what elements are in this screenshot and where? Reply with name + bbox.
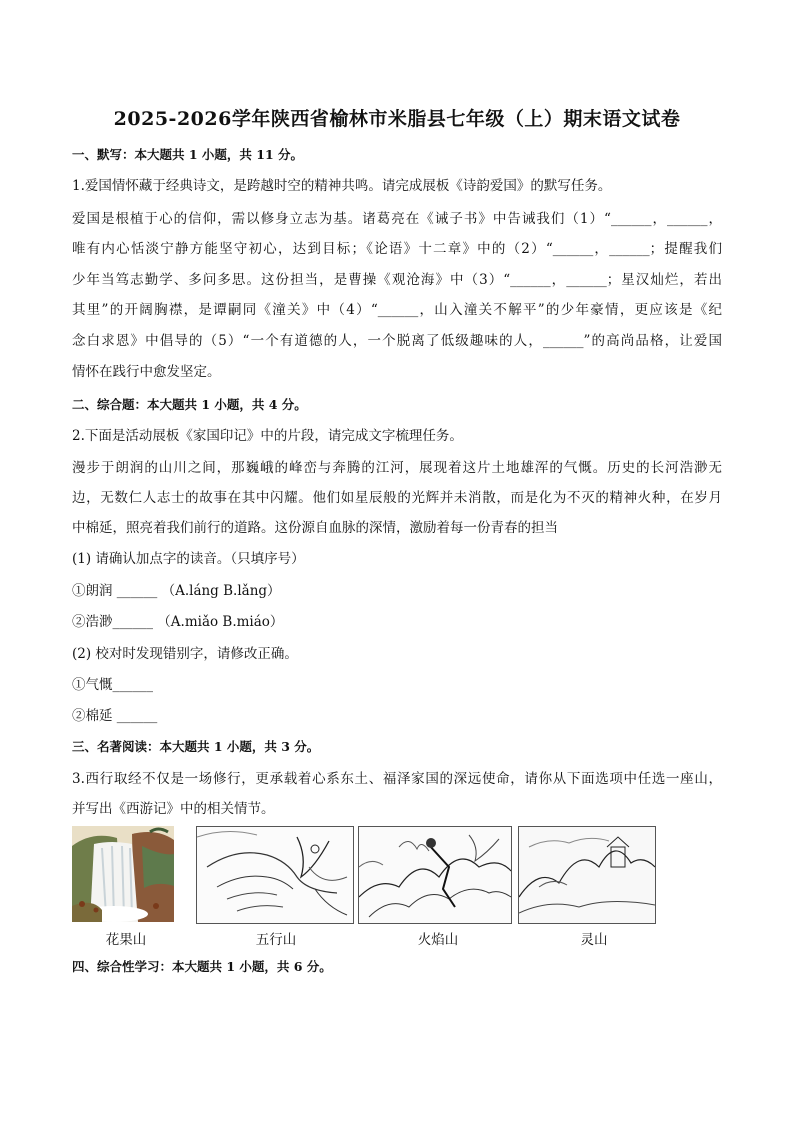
question-1-line-3: 少年当笃志勤学、多问多思。这份担当，是曹操《观沧海》中（3）“______，______；星汉灿烂，若出 <box>72 272 722 288</box>
flaming-mountain-image <box>358 826 512 924</box>
question-1-stem: 1.爱国情怀藏于经典诗文，是跨越时空的精神共鸣。请完成展板《诗韵爱国》的默写任务。 <box>72 178 612 194</box>
section-heading-1: 一、默写：本大题共 1 小题，共 11 分。 <box>72 147 304 162</box>
caption-wuxingshan: 五行山 <box>255 932 297 948</box>
question-3-line-1: 3.西行取经不仅是一场修行，更承载着心系东土、福泽家国的深远使命，请你从下面选项中任选一座山， <box>72 771 722 787</box>
question-2-sub-1: (1) 请确认加点字的读音。（只填序号） <box>72 551 305 567</box>
five-finger-mountain-image <box>196 826 354 924</box>
section-heading-2: 二、综合题：本大题共 1 小题，共 4 分。 <box>72 397 307 412</box>
question-1-line-6: 情怀在践行中愈发坚定。 <box>72 364 221 380</box>
question-1-line-5: 念白求恩》中倡导的（5）“一个有道德的人，一个脱离了低级趣味的人，______”的高尚品格，让爱国 <box>72 333 722 349</box>
section-heading-3: 三、名著阅读：本大题共 1 小题，共 3 分。 <box>72 739 320 754</box>
page-title: 2025-2026学年陕西省榆林市米脂县七年级（上）期末语文试卷 <box>113 108 681 130</box>
waterfall-mountain-image <box>72 826 174 922</box>
caption-huaguoshan: 花果山 <box>105 932 147 948</box>
section-heading-4: 四、综合性学习：本大题共 1 小题，共 6 分。 <box>72 959 332 974</box>
mountain-images <box>72 826 672 926</box>
question-2-sub-2: (2) 校对时发现错别字，请修改正确。 <box>72 646 298 662</box>
question-2-sub-2a: ①气慨______ <box>72 677 153 693</box>
question-2-sub-1b: ②浩渺______ （A.miǎo B.miáo） <box>72 614 284 630</box>
question-2-stem: 2.下面是活动展板《家国印记》中的片段，请完成文字梳理任务。 <box>72 428 463 444</box>
question-2-line-2: 边，无数仁人志士的故事在其中闪耀。他们如星辰般的光辉并未消散，而是化为不灭的精神火种，在岁月 <box>72 490 722 506</box>
question-1-line-1: 爱国是根植于心的信仰，需以修身立志为基。诸葛亮在《诫子书》中告诫我们（1）“______，______， <box>72 211 722 227</box>
question-2-sub-1a: ①朗润 ______ （A.láng B.lǎng） <box>72 583 281 599</box>
question-2-sub-2b: ②棉延 ______ <box>72 708 158 724</box>
question-3-line-2: 并写出《西游记》中的相关情节。 <box>72 801 275 817</box>
question-2-line-3: 中棉延，照亮着我们前行的道路。这份源自血脉的深情，激励着每一份青春的担当 <box>72 520 558 536</box>
spirit-mountain-image <box>518 826 656 924</box>
caption-huoyanshan: 火焰山 <box>417 932 459 948</box>
question-1-line-4: 其里”的开阔胸襟，是谭嗣同《潼关》中（4）“______，山入潼关不解平”的少年豪情，更应该是《纪 <box>72 302 722 318</box>
question-2-line-1: 漫步于朗润的山川之间，那巍峨的峰峦与奔腾的江河，展现着这片土地雄浑的气慨。历史的长河浩渺无 <box>72 460 722 476</box>
caption-lingshan: 灵山 <box>580 932 608 948</box>
question-1-line-2: 唯有内心恬淡宁静方能坚守初心，达到目标；《论语》十二章》中的（2）“______，______；提醒我们 <box>72 241 722 257</box>
